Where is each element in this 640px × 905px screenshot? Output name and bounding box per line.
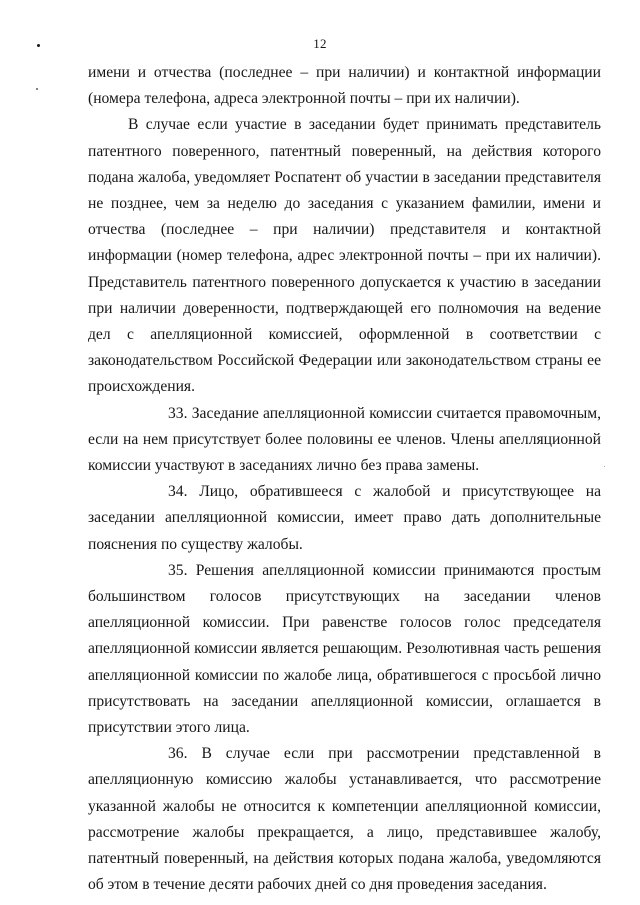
clause-text: Решения апелляционной комиссии принимаются простым большинством голосов присутствующих на заседании членов апелляционной комиссии. При равенстве голосов голос председателя апелляционной комиссии является решающим. Резолютивная часть решения апелляционной комиссии по жалобе лица, обратившегося с просьбой лично присутствовать на заседании апелляционной комиссии, оглашается в присутствии этого лица. — [88, 561, 601, 737]
scan-speck — [604, 466, 605, 467]
page-number: 12 — [313, 36, 327, 51]
clause-number: 36. — [168, 745, 188, 763]
paragraph-text: В случае если участие в заседании будет принимать представитель патентного поверенного, патентный поверенный, на действия которого подана жалоба, уведомляет Роспатент об участии в заседании представителя не позднее, чем за неделю до заседания с указанием фамилии, имени и отчества (последнее – при наличии) представителя и контактной информации (номер телефона, адрес электронной почты – при их наличии). Представитель патентного поверенного допускается к участию в заседании при наличии доверенности, подтверждающей его полномочия на ведение дел с апелляционной комиссией, оформленной в соответствии с законодательством Российской Федерации или законодательством страны ее происхождения. — [88, 116, 601, 396]
clause-33 — [88, 401, 601, 480]
clause-text: В случае если при рассмотрении представленной в апелляционную комиссию жалобы устанавливается, что рассмотрение указанной жалобы не относится к компетенции апелляционной комиссии, рассмотрение жалобы прекращается, а лицо, представившее жалобу, патентный поверенный, на действия которых подана жалоба, уведомляются об этом в течение десяти рабочих дней со дня проведения заседания. — [88, 745, 602, 894]
clause-number: 33. — [168, 404, 188, 422]
clause-36 — [88, 741, 601, 898]
clause-number: 35. — [168, 561, 188, 579]
clause-34 — [88, 479, 601, 558]
scan-speck — [36, 88, 38, 90]
paragraph-text: имени и отчества (последнее – при наличии) и контактной информации (номера телефона, адреса электронной почты – при их наличии). — [88, 64, 601, 108]
clause-text: Заседание апелляционной комиссии считается правомочным, если на нем присутствует более половины ее членов. Члены апелляционной комиссии участвуют в заседаниях лично без права замены. — [88, 404, 601, 475]
paragraph-representative — [88, 112, 601, 400]
paragraph-continuation — [88, 60, 601, 112]
clause-35 — [88, 558, 601, 741]
clause-number: 34. — [168, 483, 188, 501]
clause-text: Лицо, обратившееся с жалобой и присутствующее на заседании апелляционной комиссии, имеет право дать дополнительные пояснения по существу жалобы. — [88, 483, 601, 553]
document-body — [88, 60, 601, 899]
